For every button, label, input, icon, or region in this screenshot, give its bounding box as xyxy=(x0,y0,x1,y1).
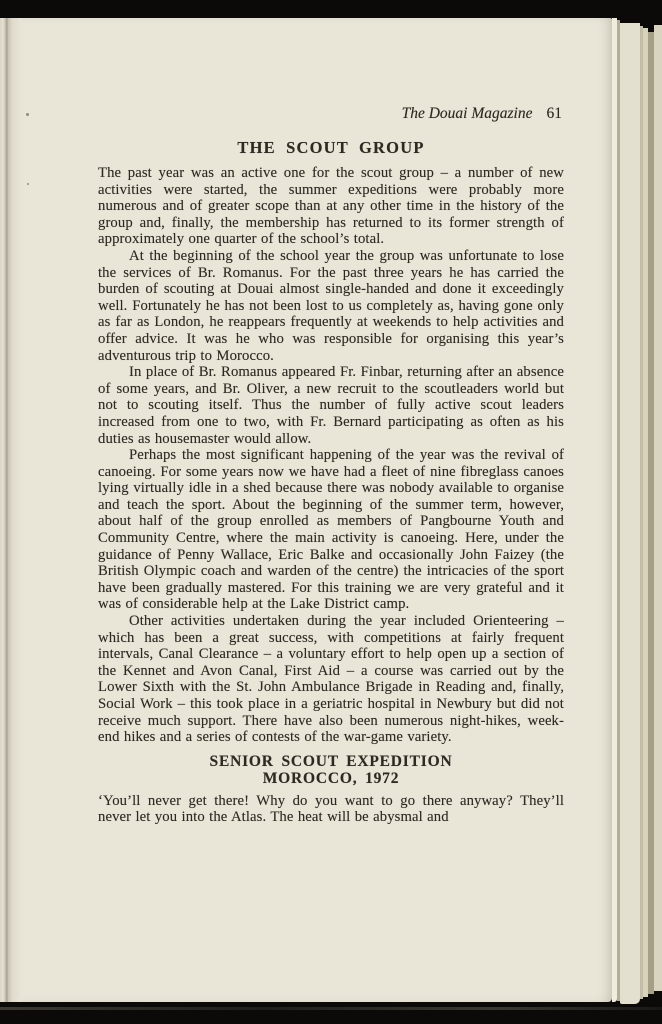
section-title-line2: MOROCCO, 1972 xyxy=(262,770,400,788)
magazine-page xyxy=(0,18,612,1002)
running-header xyxy=(98,18,564,123)
page-edge xyxy=(620,23,640,1004)
dust-speck xyxy=(27,183,29,185)
binding-gutter xyxy=(0,18,22,1002)
paragraph: Perhaps the most significant happening of the year was the revival of canoeing. For some years now we have had a fleet of nine fibreglass canoes lying virtually idle in a shed because there was nobody available to organise and teach the sport. About the beginning of the summer term, however, about half of the group enrolled as members of Pangbourne Youth and Community Centre, where the main activity is canoeing. Here, under the guidance of Penny Wallace, Eric Balke and occasionally John Faizey (the British Olympic coach and warden of the centre) the intricacies of the sport have been gradually mastered. For this training we are very grateful and it was of considerable help at the Lake District camp. xyxy=(98,447,564,613)
page-edge xyxy=(654,25,662,991)
dust-speck xyxy=(26,113,29,116)
section-title xyxy=(98,753,564,788)
paragraph: In place of Br. Romanus appeared Fr. Finbar, returning after an absence of some years, and Br. Oliver, a new recruit to the scoutleaders world but not to scouting itself. Thus the number of fully active scout leaders increased from one to two, with Fr. Bernard participating as often as his duties as housemaster would allow. xyxy=(98,364,564,447)
paragraph: The past year was an active one for the scout group – a number of new activities were started, the summer expeditions were probably more numerous and of greater scope than at any other time in the history of the group and, finally, the membership has returned to its former strength of approximately one quarter of the school’s total. xyxy=(98,165,564,248)
paragraph: ‘You’ll never get there! Why do you want to go there anyway? They’ll never let you into the Atlas. The heat will be abysmal and xyxy=(98,792,564,826)
shelf-line xyxy=(0,1007,662,1010)
article-body xyxy=(98,165,564,746)
paragraph: Other activities undertaken during the year included Orienteering – which has been a great success, with competitions at fairly frequent intervals, Canal Clearance – a voluntary effort to help open up a section of the Kennet and Avon Canal, First Aid – a course was carried out by the Lower Sixth with the St. John Ambulance Brigade in Reading and, finally, Social Work – this took place in a geriatric hospital in Newbury but did not receive much support. There have also been numerous night-hikes, week-end hikes and a series of contests of the war-game variety. xyxy=(98,613,564,746)
page-number: 61 xyxy=(546,105,562,122)
article-title: THE SCOUT GROUP xyxy=(237,138,425,157)
page-content xyxy=(98,18,564,826)
section-body xyxy=(98,793,564,826)
paragraph: At the beginning of the school year the group was unfortunate to lose the services of Br. Romanus. For the past three years he has carried the burden of scouting at Douai almost single-handed and done it exceedingly well. Fortunately he has not been lost to us completely as, having gone only as far as London, he reappears frequently at weekends to help activities and offer advice. It was he who was responsible for organising this year’s adventurous trip to Morocco. xyxy=(98,247,564,364)
section-title-line1: SENIOR SCOUT EXPEDITION xyxy=(209,752,453,770)
magazine-title: The Douai Magazine xyxy=(401,105,533,122)
